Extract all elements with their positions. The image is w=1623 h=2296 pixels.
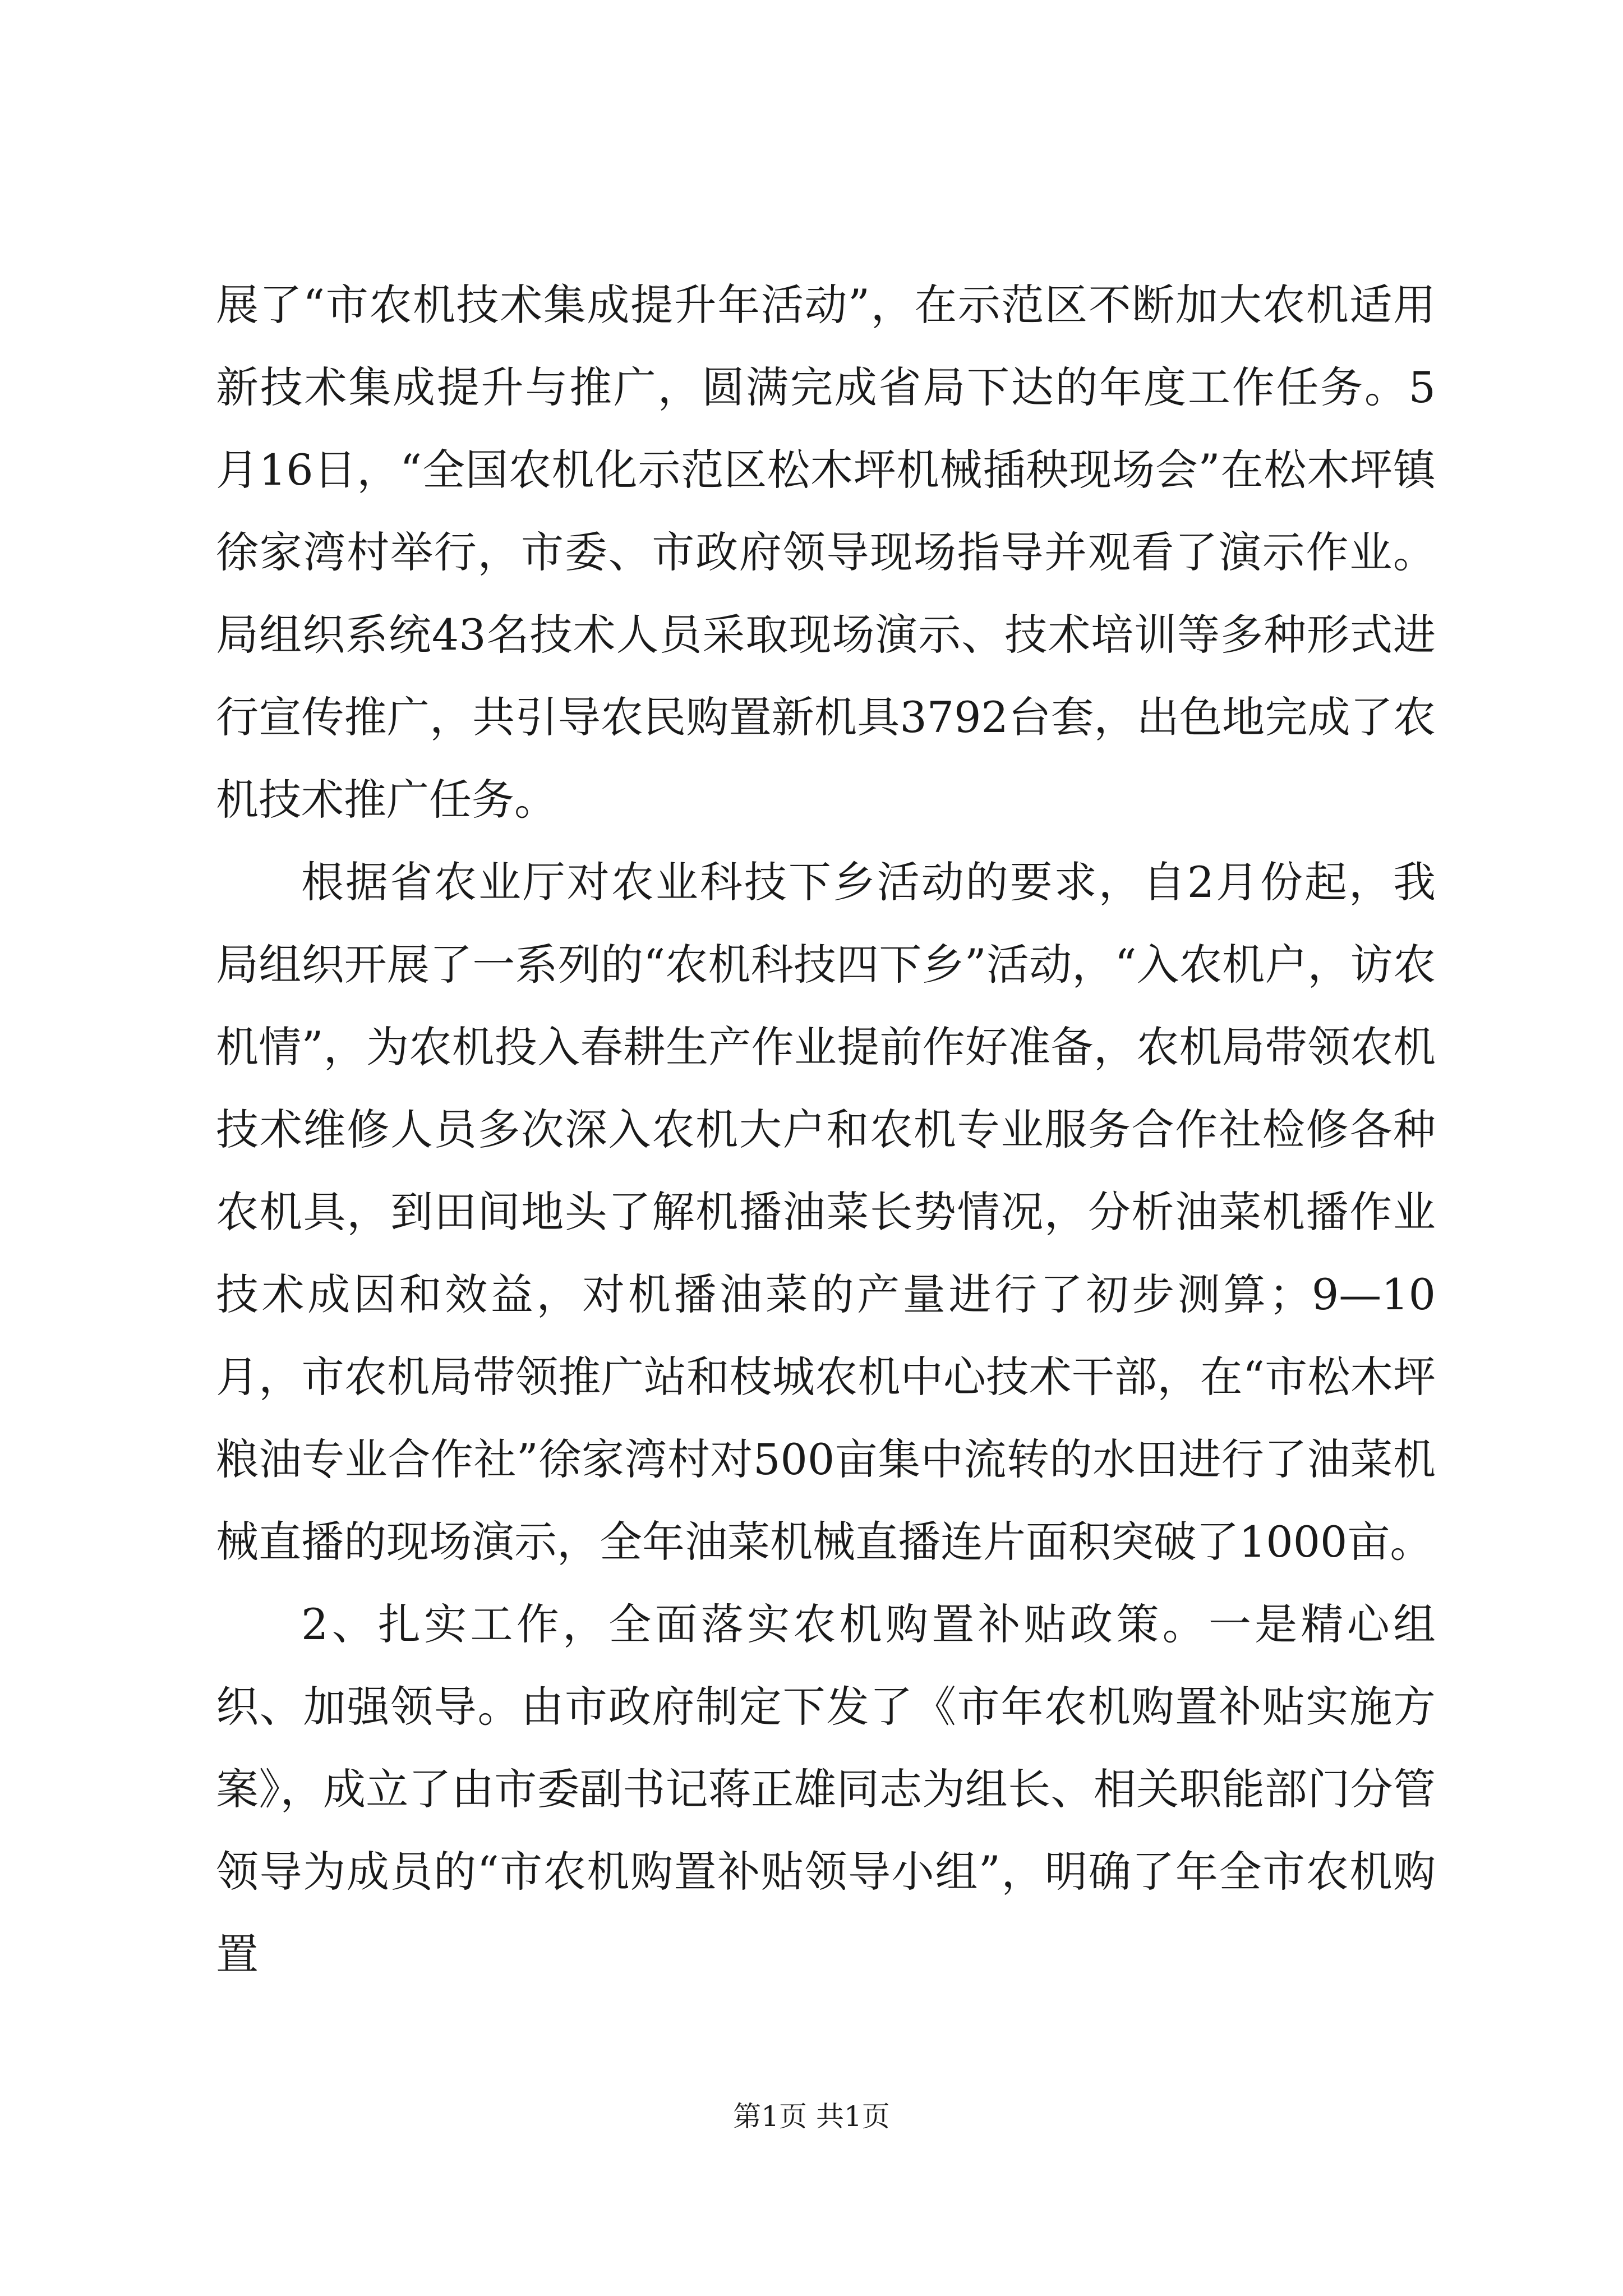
paragraph-2: 根据省农业厅对农业科技下乡活动的要求，自2月份起，我局组织开展了一系列的“农机科技四下乡”活动，“入农机户，访农机情”，为农机投入春耕生产作业提前作好准备，农机局带领农机技术维修人员多次深入农机大户和农机专业服务合作社检修各种农机具，到田间地头了解机播油菜长势情况，分析油菜机播作业技术成因和效益，对机播油菜的产量进行了初步测算；9—10月，市农机局带领推广站和枝城农机中心技术干部，在“市松木坪粮油专业合作社”徐家湾村对500亩集中流转的水田进行了油菜机械直播的现场演示，全年油菜机械直播连片面积突破了1000亩。 (216, 857, 1436, 1567)
document-body (216, 264, 1436, 1995)
paragraph-1: 展了“市农机技术集成提升年活动”，在示范区不断加大农机适用新技术集成提升与推广，圆满完成省局下达的年度工作任务。5月16日，“全国农机化示范区松木坪机械插秧现场会”在松木坪镇徐家湾村举行，市委、市政府领导现场指导并观看了演示作业。局组织系统43名技术人员采取现场演示、技术培训等多种形式进行宣传推广，共引导农民购置新机具3792台套，出色地完成了农机技术推广任务。 (216, 280, 1436, 825)
paragraph-3: 2、扎实工作，全面落实农机购置补贴政策。一是精心组织、加强领导。由市政府制定下发了《市年农机购置补贴实施方案》，成立了由市委副书记蒋正雄同志为组长、相关职能部门分管领导为成员的“市农机购置补贴领导小组”，明确了年全市农机购置 (216, 1599, 1436, 1979)
page-footer: 第1页 共1页 (733, 2100, 890, 2133)
